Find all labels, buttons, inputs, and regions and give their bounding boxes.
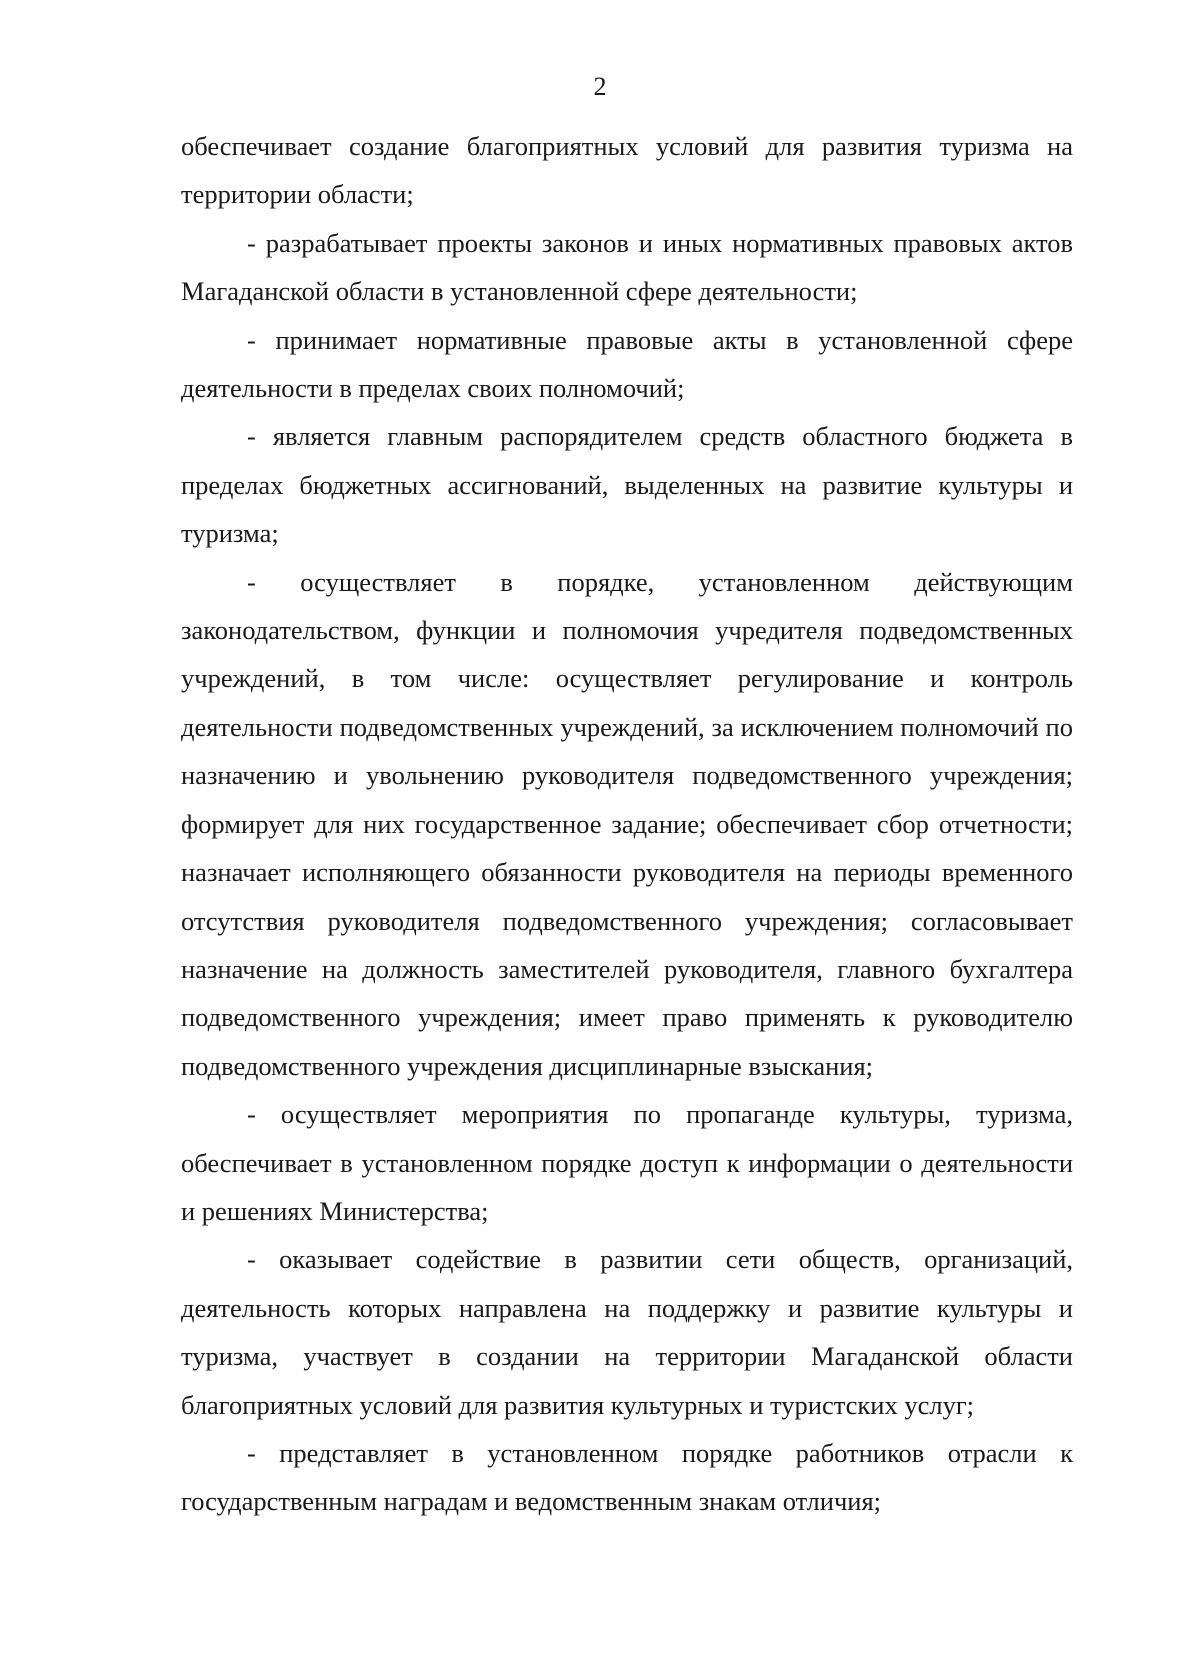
paragraph-3: - принимает нормативные правовые акты в установленной сфере деятельности в пределах своих полномочий; [181,324,1073,404]
document-body [181,122,1073,1526]
paragraph-7: - оказывает содействие в развитии сети обществ, организаций, деятельность которых направлена на поддержку и развитие культуры и туризма, участвует в создании на территории Магаданской области благоприятных условий для развития культурных и туристских услуг; [181,1244,1073,1420]
paragraph-1: обеспечивает создание благоприятных условий для развития туризма на территории области; [181,131,1073,210]
paragraph-2: - разрабатывает проекты законов и иных нормативных правовых актов Магаданской области в установленной сфере деятельности; [181,227,1073,307]
paragraph-4: - является главным распорядителем средств областного бюджета в пределах бюджетных ассигнований, выделенных на развитие культуры и туризма; [181,421,1073,549]
paragraph-8: - представляет в установленном порядке работников отрасли к государственным наградам и ведомственным знакам отличия; [181,1437,1073,1517]
paragraph-6: - осуществляет мероприятия по пропаганде культуры, туризма, обеспечивает в установленном порядке доступ к информации о деятельности и решениях Министерства; [181,1099,1073,1226]
page-number: 2 [593,72,607,101]
paragraph-5: - осуществляет в порядке, установленном действующим законодательством, функции и полномочия учредителя подведомственных учреждений, в том числе: осуществляет регулирование и контроль деятельности подведомственных учреждений, за исключением полномочий по назначению и увольнению руководителя подведомственного учреждения; формирует для них государственное задание; обеспечивает сбор отчетности; назначает исполняющего обязанности руководителя на периоды временного отсутствия руководителя подведомственного учреждения; согласовывает назначение на должность заместителей руководителя, главного бухгалтера подведомственного учреждения; имеет право применять к руководителю подведомственного учреждения дисциплинарные взыскания; [181,566,1073,1081]
